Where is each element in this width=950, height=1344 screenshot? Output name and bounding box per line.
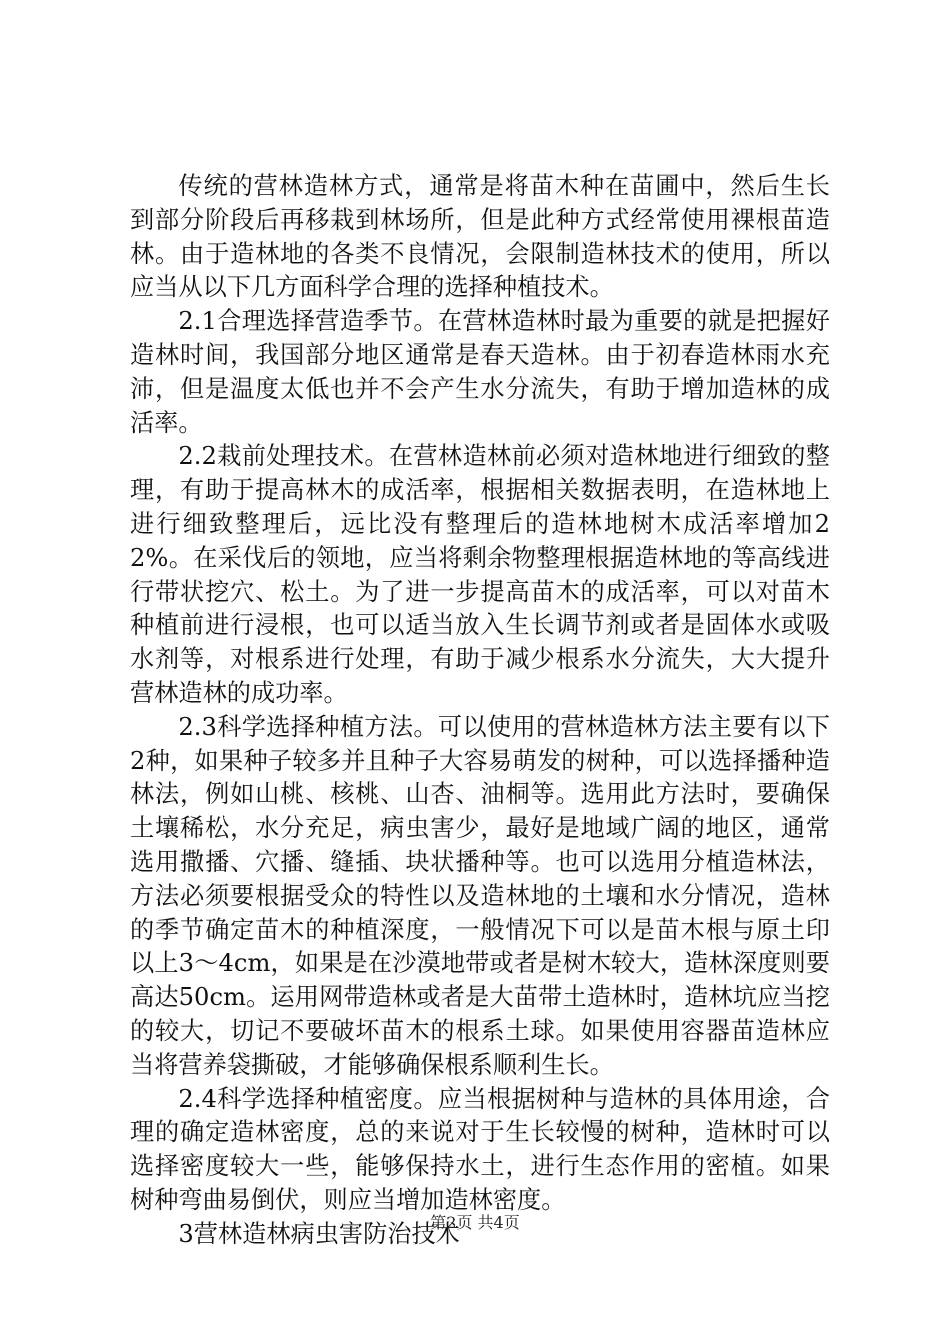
paragraph-2-4: 2.4科学选择种植密度。应当根据树种与造林的具体用途，合理的确定造林密度，总的来说对于生长较慢的树种，造林时可以选择密度较大一些，能够保持水土，进行生态作用的密植。如果树种弯曲易倒伏，则应当增加造林密度。 [130,1084,830,1214]
paragraph-2-1: 2.1合理选择营造季节。在营林造林时最为重要的就是把握好造林时间，我国部分地区通常是春天造林。由于初春造林雨水充沛，但是温度太低也并不会产生水分流失，有助于增加造林的成活率。 [130,307,830,437]
section-heading-3: 3营林造林病虫害防治技术 [178,1219,460,1248]
page-footer: 第2页 共4页 [430,1213,520,1232]
paragraph-2-2: 2.2栽前处理技术。在营林造林前必须对造林地进行细致的整理，有助于提高林木的成活率，根据相关数据表明，在造林地上进行细致整理后，远比没有整理后的造林地树木成活率增加22%。在采伐后的领地，应当将剩余物整理根据造林地的等高线进行带状挖穴、松土。为了进一步提高苗木的成活率，可以对苗木种植前进行浸根，也可以适当放入生长调节剂或者是固体水或吸水剂等，对根系进行处理，有助于减少根系水分流失，大大提升营林造林的成功率。 [130,442,830,707]
paragraph-intro: 传统的营林造林方式，通常是将苗木种在苗圃中，然后生长到部分阶段后再移栽到林场所，但是此种方式经常使用裸根苗造林。由于造林地的各类不良情况，会限制造林技术的使用，所以应当从以下几方面科学合理的选择种植技术。 [130,172,830,302]
paragraph-2-3: 2.3科学选择种植方法。可以使用的营林造林方法主要有以下2种，如果种子较多并且种子大容易萌发的树种，可以选择播种造林法，例如山桃、核桃、山杏、油桐等。选用此方法时，要确保土壤稀松，水分充足，病虫害少，最好是地域广阔的地区，通常选用撒播、穴播、缝插、块状播种等。也可以选用分植造林法，方法必须要根据受众的特性以及造林地的土壤和水分情况，造林的季节确定苗木的种植深度，一般情况下可以是苗木根与原土印以上3～4cm，如果是在沙漠地带或者是树木较大，造林深度则要高达50cm。运用网带造林或者是大苗带土造林时，造林坑应当挖的较大，切记不要破坏苗木的根系土球。如果使用容器苗造林应当将营养袋撕破，才能够确保根系顺利生长。 [130,712,830,1079]
document-body [130,170,830,1252]
